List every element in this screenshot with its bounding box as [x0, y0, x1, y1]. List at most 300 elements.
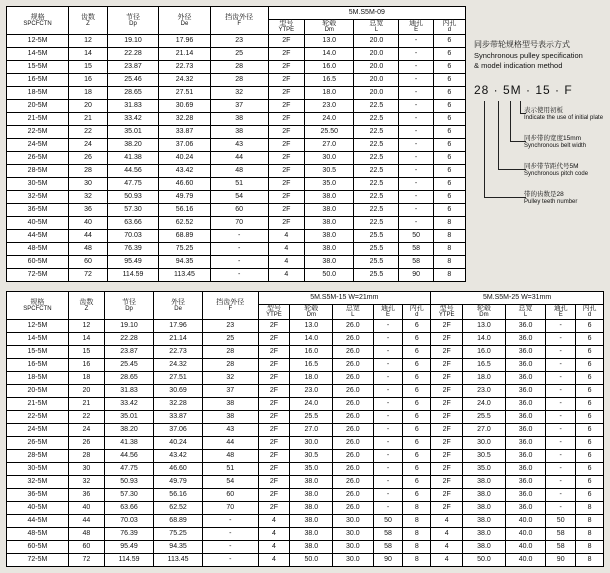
group-header-1: 5M.S5M-15 W=21mm: [258, 292, 431, 305]
table-cell: 6: [403, 410, 431, 423]
table-cell: 12-5M: [7, 34, 69, 47]
subheader-d: 内孔 d: [433, 20, 465, 35]
table-cell: 2F: [431, 358, 463, 371]
table-cell: 32-5M: [7, 475, 69, 488]
table-cell: 38.0: [463, 514, 506, 527]
table-cell: 2F: [431, 423, 463, 436]
table-cell: 31.83: [107, 99, 158, 112]
table-cell: 16.5: [463, 358, 506, 371]
table-row: [7, 384, 604, 397]
table-cell: 57.30: [107, 203, 158, 216]
table-cell: 28: [210, 60, 268, 73]
table-cell: 38.0: [290, 514, 333, 527]
table-cell: -: [399, 47, 433, 60]
table-cell: 6: [576, 319, 604, 332]
table-cell: 56.16: [154, 488, 203, 501]
table-header-row: [7, 7, 466, 20]
table-cell: 14: [69, 47, 108, 60]
table-cell: -: [203, 514, 258, 527]
table-cell: 40-5M: [7, 216, 69, 229]
header-de: 外径 De: [159, 7, 210, 35]
table-cell: -: [546, 475, 576, 488]
table-cell: 16.5: [305, 73, 354, 86]
table-cell: -: [210, 255, 268, 268]
table-cell: -: [546, 332, 576, 345]
pulley-spec-table-top: [6, 6, 466, 282]
table-cell: 2F: [268, 190, 304, 203]
table-cell: -: [546, 345, 576, 358]
table-cell: -: [373, 423, 403, 436]
table-cell: 48: [68, 527, 104, 540]
table-cell: 24: [69, 138, 108, 151]
table-cell: 51: [203, 462, 258, 475]
subheader-dm: 轮毂 Dm: [305, 20, 354, 35]
table-cell: 2F: [258, 358, 290, 371]
table-cell: 8: [403, 501, 431, 514]
table-cell: 20.0: [354, 86, 399, 99]
table-cell: 38.0: [290, 488, 333, 501]
table-row: [7, 164, 466, 177]
leader-h-pitch: [498, 169, 526, 170]
table-cell: 18: [69, 86, 108, 99]
table-row: [7, 358, 604, 371]
table-cell: 49.79: [159, 190, 210, 203]
table-cell: 4: [268, 255, 304, 268]
table-cell: 26.0: [333, 488, 374, 501]
table-cell: 28-5M: [7, 449, 69, 462]
table-cell: 2F: [258, 475, 290, 488]
table-cell: 18.0: [305, 86, 354, 99]
table-cell: 32-5M: [7, 190, 69, 203]
table-cell: 27.51: [159, 86, 210, 99]
table-cell: 58: [546, 540, 576, 553]
table-cell: 18-5M: [7, 86, 69, 99]
table-cell: 2F: [431, 449, 463, 462]
table-cell: 23: [210, 34, 268, 47]
table-cell: 36: [68, 488, 104, 501]
table-cell: -: [546, 410, 576, 423]
table-cell: 43: [203, 423, 258, 436]
table-cell: 56.16: [159, 203, 210, 216]
table-cell: 58: [546, 527, 576, 540]
table-cell: 33.42: [107, 112, 158, 125]
panel-title-cn: 同步带轮规格型号表示方式: [474, 40, 570, 49]
table-cell: 20.0: [354, 73, 399, 86]
table-cell: 22.28: [107, 47, 158, 60]
table-row: [7, 371, 604, 384]
leader-line-pitch: [498, 101, 499, 169]
table-cell: 2F: [268, 60, 304, 73]
table-cell: -: [399, 112, 433, 125]
legend-item-2-en: Synchronous pitch code: [524, 170, 589, 177]
panel-title-en-line2: & model indication method: [474, 60, 563, 70]
table-row: [7, 268, 466, 281]
table-cell: 26.0: [333, 384, 374, 397]
table-cell: 26: [68, 436, 104, 449]
table-cell: 21.14: [159, 47, 210, 60]
table-cell: -: [210, 242, 268, 255]
table-cell: 21: [69, 112, 108, 125]
table-cell: 35.0: [463, 462, 506, 475]
table-cell: 44: [69, 229, 108, 242]
table-cell: 2F: [258, 501, 290, 514]
table-cell: 4: [258, 514, 290, 527]
table-cell: 22-5M: [7, 410, 69, 423]
table-cell: 22.5: [354, 190, 399, 203]
table-cell: 2F: [268, 177, 304, 190]
model-code: 28 · 5M · 15 · F: [474, 83, 573, 98]
table-cell: 14.0: [463, 332, 506, 345]
table-cell: 62.52: [159, 216, 210, 229]
table-cell: 28-5M: [7, 164, 69, 177]
table-cell: 2F: [268, 99, 304, 112]
table-cell: 38: [210, 112, 268, 125]
table-cell: 25.5: [354, 255, 399, 268]
table-cell: 25: [203, 332, 258, 345]
pulley-spec-table-bottom: [6, 291, 604, 567]
table-cell: 2F: [258, 319, 290, 332]
table-cell: -: [399, 203, 433, 216]
table-cell: 90: [546, 553, 576, 566]
table-cell: 8: [403, 553, 431, 566]
table-row: [7, 125, 466, 138]
table-cell: 2F: [268, 73, 304, 86]
table-cell: 75.25: [154, 527, 203, 540]
table-cell: 90: [399, 268, 433, 281]
table-cell: 16.0: [305, 60, 354, 73]
table-cell: 8: [433, 229, 465, 242]
table-cell: 38: [210, 125, 268, 138]
table-cell: -: [373, 319, 403, 332]
table-cell: 16.5: [290, 358, 333, 371]
table-cell: 40.0: [505, 540, 546, 553]
table-cell: 26.0: [333, 358, 374, 371]
legend-item-3: [524, 191, 577, 205]
table-cell: 40.24: [159, 151, 210, 164]
table-cell: 2F: [431, 501, 463, 514]
table-cell: 6: [433, 125, 465, 138]
table-cell: 68.89: [154, 514, 203, 527]
table-cell: 2F: [268, 138, 304, 151]
table-cell: -: [399, 34, 433, 47]
table-cell: 31.83: [105, 384, 154, 397]
model-code-legend: [472, 101, 606, 251]
table-cell: 23.0: [290, 384, 333, 397]
table-cell: 21-5M: [7, 112, 69, 125]
table-cell: 6: [576, 475, 604, 488]
subheader-b-e: 通孔 E: [546, 305, 576, 320]
table-cell: 6: [433, 177, 465, 190]
table-cell: 14.0: [305, 47, 354, 60]
table-row: [7, 475, 604, 488]
table-row: [7, 242, 466, 255]
table-cell: 6: [403, 436, 431, 449]
table-cell: 30.5: [290, 449, 333, 462]
table-cell: 28: [203, 345, 258, 358]
table-cell: 2F: [431, 332, 463, 345]
table-cell: 36.0: [505, 410, 546, 423]
table-cell: 36.0: [505, 371, 546, 384]
table-cell: 8: [576, 501, 604, 514]
table-cell: 2F: [268, 47, 304, 60]
table-cell: 2F: [258, 488, 290, 501]
table-cell: -: [373, 345, 403, 358]
table-cell: 6: [403, 358, 431, 371]
table-cell: 8: [576, 514, 604, 527]
table-cell: 38: [203, 397, 258, 410]
table-cell: 30.5: [305, 164, 354, 177]
table-cell: 2F: [268, 34, 304, 47]
table-cell: 50: [373, 514, 403, 527]
table-cell: 25.46: [107, 73, 158, 86]
table-cell: 6: [433, 151, 465, 164]
table-cell: 44.56: [107, 164, 158, 177]
table-cell: 32: [203, 371, 258, 384]
table-cell: 44: [203, 436, 258, 449]
header-z: 齿数 Z: [69, 7, 108, 35]
table-cell: -: [546, 449, 576, 462]
table-cell: 6: [576, 449, 604, 462]
table-cell: 38.20: [105, 423, 154, 436]
table-cell: 4: [258, 527, 290, 540]
table-cell: 44-5M: [7, 229, 69, 242]
table-cell: 18: [68, 371, 104, 384]
table-cell: 6: [576, 371, 604, 384]
table-cell: -: [373, 501, 403, 514]
table-cell: 16: [69, 73, 108, 86]
table-cell: 33.87: [154, 410, 203, 423]
table-cell: -: [546, 462, 576, 475]
table-cell: 26.0: [333, 397, 374, 410]
table-cell: 75.25: [159, 242, 210, 255]
table-cell: 44: [210, 151, 268, 164]
table-cell: 27.51: [154, 371, 203, 384]
legend-item-0: [524, 107, 603, 121]
table-cell: 36.0: [505, 319, 546, 332]
table-cell: 19.10: [107, 34, 158, 47]
table-cell: 24: [68, 423, 104, 436]
table-cell: 2F: [431, 371, 463, 384]
table-cell: 37: [210, 99, 268, 112]
table-cell: 6: [403, 449, 431, 462]
table-cell: 2F: [268, 86, 304, 99]
table-cell: 15: [69, 60, 108, 73]
table-cell: 60: [68, 540, 104, 553]
table-cell: 60: [69, 255, 108, 268]
table-cell: -: [546, 384, 576, 397]
table-cell: -: [373, 410, 403, 423]
table-cell: -: [373, 436, 403, 449]
table-cell: 33.87: [159, 125, 210, 138]
table-cell: 6: [576, 423, 604, 436]
table-cell: 50.93: [107, 190, 158, 203]
table-cell: 35.01: [107, 125, 158, 138]
table-row: [7, 86, 466, 99]
table-cell: 6: [403, 345, 431, 358]
table-cell: 50.0: [463, 553, 506, 566]
table-cell: -: [203, 553, 258, 566]
table-cell: -: [373, 475, 403, 488]
table-cell: 6: [403, 332, 431, 345]
table-cell: 95.49: [107, 255, 158, 268]
table-cell: 30: [68, 462, 104, 475]
table-cell: 63.66: [105, 501, 154, 514]
table-cell: 2F: [268, 164, 304, 177]
table-cell: 24.0: [290, 397, 333, 410]
table-cell: 41.38: [105, 436, 154, 449]
table-cell: 15: [68, 345, 104, 358]
table-cell: -: [399, 60, 433, 73]
table-row: [7, 151, 466, 164]
table-cell: 38: [203, 410, 258, 423]
panel-title-en-line1: Synchronous pulley specification: [474, 50, 583, 60]
table-cell: 48-5M: [7, 242, 69, 255]
leader-line-teeth: [484, 101, 485, 197]
table-cell: -: [373, 397, 403, 410]
table-cell: 22.5: [354, 151, 399, 164]
table-cell: 60-5M: [7, 540, 69, 553]
table-cell: 54: [203, 475, 258, 488]
table-cell: 14-5M: [7, 47, 69, 60]
table-cell: 44: [68, 514, 104, 527]
table-cell: -: [399, 125, 433, 138]
leader-line-width: [510, 101, 511, 141]
subheader-e: 通孔 E: [399, 20, 433, 35]
subheader-a-dm: 轮毂 Dm: [290, 305, 333, 320]
table-cell: 6: [433, 99, 465, 112]
table-row: [7, 60, 466, 73]
table-cell: -: [399, 164, 433, 177]
table-cell: 2F: [258, 423, 290, 436]
table-cell: 38.0: [305, 242, 354, 255]
table-cell: 47.75: [107, 177, 158, 190]
table-cell: 2F: [431, 397, 463, 410]
table-header-row: [7, 292, 604, 305]
table-cell: 6: [576, 358, 604, 371]
table-cell: 22.28: [105, 332, 154, 345]
table-cell: 2F: [268, 125, 304, 138]
table-cell: 36: [69, 203, 108, 216]
table-row: [7, 229, 466, 242]
subheader-b-ytpe: 型号 YTPE: [431, 305, 463, 320]
table-cell: 28.65: [105, 371, 154, 384]
table-cell: 14.0: [290, 332, 333, 345]
table-cell: 36.0: [505, 397, 546, 410]
table-row: [7, 73, 466, 86]
table-cell: 38.0: [290, 501, 333, 514]
table-cell: 40.0: [505, 553, 546, 566]
table-cell: 33.42: [105, 397, 154, 410]
table-cell: 72-5M: [7, 268, 69, 281]
table-cell: 6: [576, 397, 604, 410]
table-cell: -: [210, 268, 268, 281]
table-cell: 22: [68, 410, 104, 423]
panel-title: [474, 40, 606, 71]
table-cell: 8: [576, 527, 604, 540]
table-cell: 38.0: [290, 540, 333, 553]
table-cell: 14: [68, 332, 104, 345]
table-cell: 25.5: [354, 268, 399, 281]
table-cell: 22.5: [354, 203, 399, 216]
table-cell: 2F: [258, 449, 290, 462]
table-cell: 2F: [258, 384, 290, 397]
table-cell: 30.0: [463, 436, 506, 449]
legend-item-1: [524, 135, 586, 149]
table-cell: -: [373, 332, 403, 345]
table-cell: 20.0: [354, 60, 399, 73]
table-cell: 24-5M: [7, 138, 69, 151]
table-cell: 6: [576, 462, 604, 475]
table-cell: 113.45: [154, 553, 203, 566]
table-cell: 38.0: [463, 527, 506, 540]
table-cell: 22.5: [354, 125, 399, 138]
table-cell: 4: [431, 553, 463, 566]
table-cell: 26.0: [333, 475, 374, 488]
table-cell: 19.10: [105, 319, 154, 332]
table-cell: -: [373, 358, 403, 371]
table-cell: 50.93: [105, 475, 154, 488]
table-cell: 22-5M: [7, 125, 69, 138]
table-cell: 44-5M: [7, 514, 69, 527]
table-cell: 46.60: [154, 462, 203, 475]
table-cell: 50: [546, 514, 576, 527]
table-cell: 6: [433, 164, 465, 177]
table-cell: 32: [210, 86, 268, 99]
table-cell: 113.45: [159, 268, 210, 281]
table-cell: 40-5M: [7, 501, 69, 514]
table-cell: 63.66: [107, 216, 158, 229]
table-cell: 4: [258, 540, 290, 553]
table-cell: 58: [373, 527, 403, 540]
table-cell: 26.0: [333, 501, 374, 514]
table-cell: 38.0: [463, 540, 506, 553]
table-cell: 36.0: [505, 449, 546, 462]
table-cell: 22.73: [159, 60, 210, 73]
table-cell: 35.01: [105, 410, 154, 423]
table-row: [7, 436, 604, 449]
table-row: [7, 177, 466, 190]
table-cell: -: [210, 229, 268, 242]
subheader-a-l: 总宽 L: [333, 305, 374, 320]
table-row: [7, 99, 466, 112]
table-cell: 2F: [431, 345, 463, 358]
table-cell: 50.0: [305, 268, 354, 281]
table-cell: 38.0: [305, 216, 354, 229]
legend-item-3-cn: 带的齿数是28: [524, 191, 564, 199]
table-cell: 6: [576, 436, 604, 449]
subheader-a-d: 内孔 d: [403, 305, 431, 320]
table-cell: 2F: [268, 216, 304, 229]
table-cell: 6: [403, 397, 431, 410]
header-z: 齿数 Z: [68, 292, 104, 320]
header-f: 挡齿外径 F: [203, 292, 258, 320]
table-cell: 28: [69, 164, 108, 177]
table-cell: 13.0: [290, 319, 333, 332]
leader-line-plate: [520, 101, 521, 113]
table-cell: 35.0: [305, 177, 354, 190]
table-cell: -: [399, 216, 433, 229]
table-cell: 70.03: [105, 514, 154, 527]
table-row: [7, 47, 466, 60]
table-cell: 28: [203, 358, 258, 371]
table-cell: 6: [433, 34, 465, 47]
table-cell: 20: [69, 99, 108, 112]
table-cell: 16.0: [463, 345, 506, 358]
header-dp: 节径 Dp: [107, 7, 158, 35]
table-cell: 22.5: [354, 177, 399, 190]
table-cell: 16-5M: [7, 358, 69, 371]
table-cell: 6: [403, 475, 431, 488]
